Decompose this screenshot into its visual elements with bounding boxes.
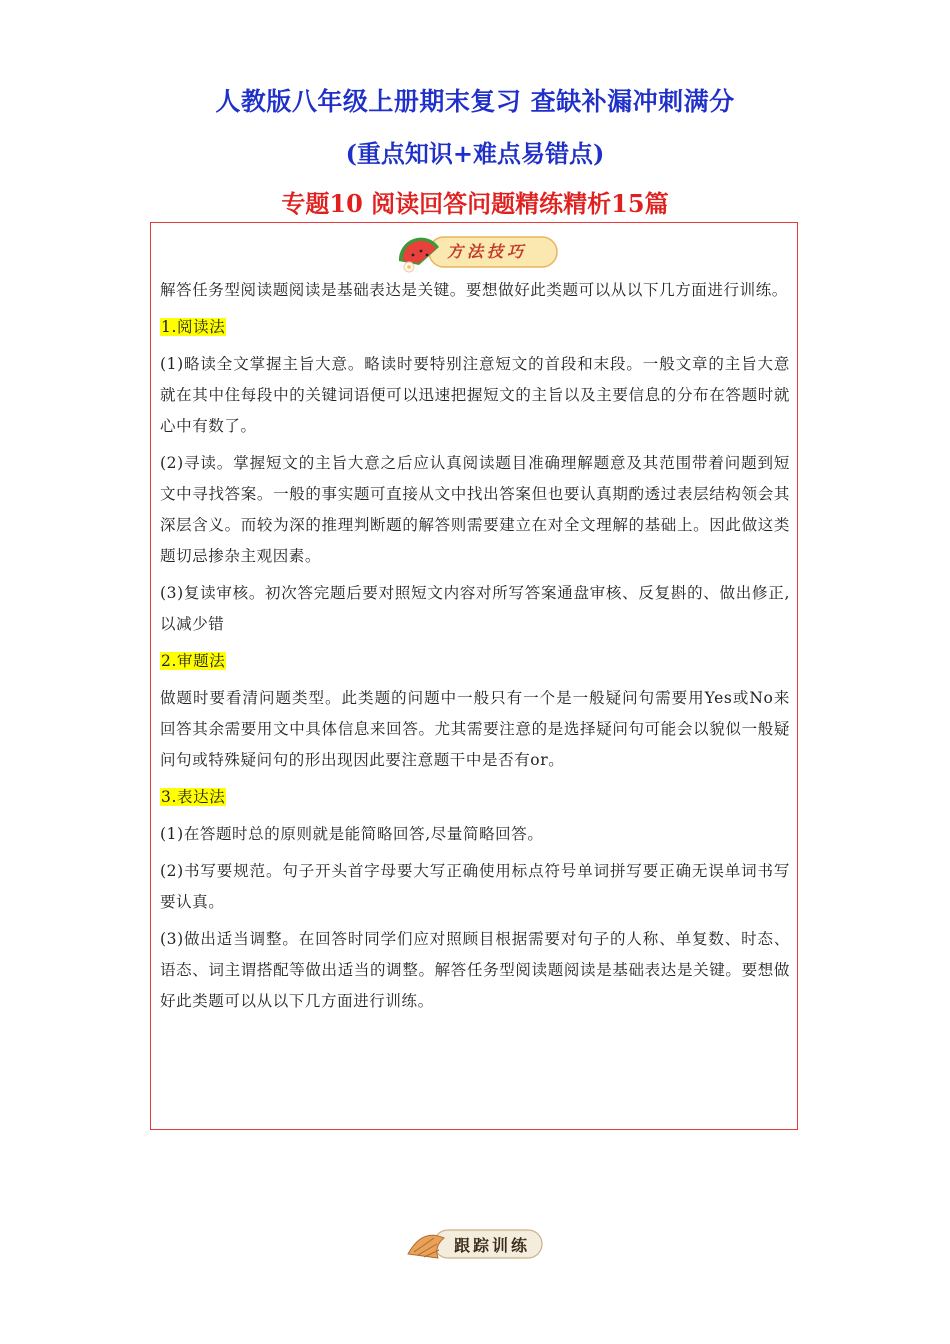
paragraph: (1)略读全文掌握主旨大意。略读时要特别注意短文的首段和末段。一般文章的主旨大意就在其中住每段中的关键词语便可以迅速把握短文的主旨以及主要信息的分布在答题时就心中有数了。 [160, 355, 790, 435]
section-heading [160, 312, 790, 343]
tracking-practice-badge [404, 1224, 546, 1264]
document-subtitle: (重点知识+难点易错点) [345, 139, 605, 168]
topic-title: 专题10 阅读回答问题精练精析15篇 [281, 189, 669, 218]
paragraph: (3)复读审核。初次答完题后要对照短文内容对所写答案通盘审核、反复斟的、做出修正,以减少错 [160, 584, 790, 633]
reading-method-heading: 1.阅读法 [161, 318, 226, 336]
method-tips-box [150, 222, 798, 1130]
paragraph: (1)在答题时总的原则就是能简略回答,尽量简略回答。 [160, 825, 544, 843]
document-title: 人教版八年级上册期末复习 查缺补漏冲刺满分 [215, 87, 735, 116]
question-method-heading: 2.审题法 [161, 652, 226, 670]
intro-paragraph: 解答任务型阅读题阅读是基础表达是关键。要想做好此类题可以从以下几方面进行训练。 [160, 281, 788, 299]
paragraph: (3)做出适当调整。在回答时同学们应对照顾目根据需要对句子的人称、单复数、时态、语态、词主谓搭配等做出适当的调整。解答任务型阅读题阅读是基础表达是关键。要想做好此类题可以从以下几方面进行训练。 [160, 930, 790, 1010]
expression-method-heading: 3.表达法 [161, 788, 226, 806]
section-heading [160, 646, 790, 677]
paragraph: (2)书写要规范。句子开头首字母要大写正确使用标点符号单词拼写要正确无误单词书写要认真。 [160, 862, 790, 911]
method-tips-badge [395, 231, 561, 273]
tracking-practice-label: 跟踪训练 [454, 1236, 531, 1255]
tips-content [160, 275, 790, 1023]
paragraph: (2)寻读。掌握短文的主旨大意之后应认真阅读题目准确理解题意及其范围带着问题到短文中寻找答案。一般的事实题可直接从文中找出答案但也要认真期酌透过表层结构领会其深层含义。而较为深的推理判断题的解答则需要建立在对全文理解的基础上。因此做这类题切忌掺杂主观因素。 [160, 454, 790, 565]
section-heading [160, 782, 790, 813]
method-tips-label: 方法技巧 [447, 242, 528, 261]
paragraph: 做题时要看清问题类型。此类题的问题中一般只有一个是一般疑问句需要用Yes或No来回答其余需要用文中具体信息来回答。尤其需要注意的是选择疑问句可能会以貌似一般疑问句或特殊疑问句的形出现因此要注意题干中是否有or。 [160, 689, 790, 769]
